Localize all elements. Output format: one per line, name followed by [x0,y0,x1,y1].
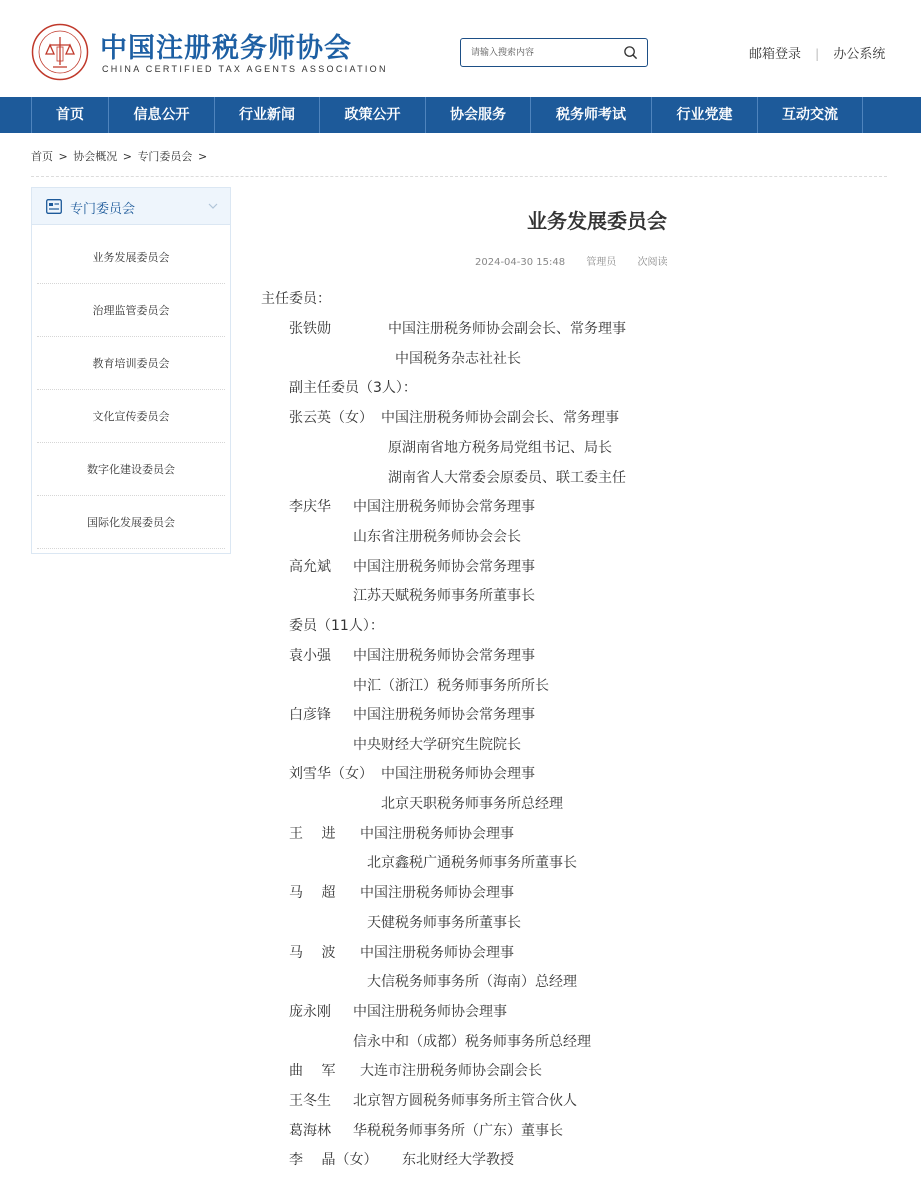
sidebar-item-international[interactable]: 国际化发展委员会 [37,496,225,549]
breadcrumb-separator: > [58,150,68,163]
member-title: 北京天职税务师事务所总经理 [381,796,563,812]
member-title: 天健税务师事务所董事长 [367,915,521,931]
breadcrumb-separator: > [122,150,132,163]
member-name: 刘雪华（女） [289,766,373,782]
search-icon[interactable] [623,45,638,60]
member-name: 葛海林 [289,1123,331,1139]
sidebar-title: 专门委员会 [70,202,136,217]
member-title: 中汇（浙江）税务师事务所所长 [353,678,549,694]
nav-item-exam[interactable]: 税务师考试 [531,97,652,133]
member-title: 中国注册税务师协会常务理事 [353,499,535,515]
section-heading: 副主任委员（3人）： [289,380,417,396]
sidebar [31,187,231,554]
sidebar-item-education[interactable]: 教育培训委员会 [37,337,225,390]
member-title: 中国注册税务师协会理事 [360,945,514,961]
member-title: 中国注册税务师协会常务理事 [353,648,535,664]
breadcrumb [31,148,209,164]
breadcrumb-divider [31,176,887,177]
sidebar-item-business-development[interactable]: 业务发展委员会 [37,231,225,284]
member-title: 北京智方圆税务师事务所主管合伙人 [353,1093,577,1109]
site-title[interactable]: 中国注册税务师协会 [100,33,352,64]
member-title: 中国注册税务师协会理事 [353,1004,507,1020]
nav-item-party-building[interactable]: 行业党建 [652,97,758,133]
article-views: 次阅读 [637,257,668,268]
top-links [749,43,885,62]
member-title: 中国注册税务师协会理事 [360,826,514,842]
member-title: 中国注册税务师协会常务理事 [353,707,535,723]
member-name: 王冬生 [289,1093,331,1109]
top-link-separator: | [815,47,820,61]
member-title: 原湖南省地方税务局党组书记、局长 [388,440,612,456]
member-title: 中国注册税务师协会常务理事 [353,559,535,575]
office-system-link[interactable]: 办公系统 [833,47,886,62]
breadcrumb-separator: > [197,150,208,163]
nav-item-interaction[interactable]: 互动交流 [758,97,863,133]
nav-item-services[interactable]: 协会服务 [426,97,531,133]
article-date: 2024-04-30 15:48 [475,257,566,268]
member-title: 大信税务师事务所（海南）总经理 [367,974,577,990]
member-name: 马 波 [289,945,336,961]
association-seal-logo[interactable] [31,23,89,81]
member-name: 张云英（女） [289,410,373,426]
member-title: 东北财经大学教授 [402,1152,514,1168]
article-meta [475,253,668,268]
sidebar-item-governance[interactable]: 治理监管委员会 [37,284,225,337]
member-title: 中国税务杂志社社长 [395,351,521,367]
member-title: 北京鑫税广通税务师事务所董事长 [367,855,577,871]
member-name: 袁小强 [289,648,331,664]
member-title: 中国注册税务师协会副会长、常务理事 [381,410,619,426]
member-name: 李庆华 [289,499,331,515]
member-title: 中国注册税务师协会副会长、常务理事 [388,321,626,337]
section-heading: 主任委员： [261,291,331,307]
sidebar-header[interactable] [32,188,230,225]
member-title: 中国注册税务师协会理事 [381,766,535,782]
member-title: 华税税务师事务所（广东）董事长 [353,1123,563,1139]
member-title: 湖南省人大常委会原委员、联工委主任 [388,470,626,486]
member-title: 大连市注册税务师协会副会长 [360,1063,542,1079]
breadcrumb-home[interactable]: 首页 [31,150,53,163]
member-name: 庞永刚 [289,1004,331,1020]
member-name: 曲 军 [289,1063,336,1079]
chevron-down-icon[interactable] [208,201,218,211]
member-name: 王 进 [289,826,336,842]
site-header [0,0,921,97]
list-icon [46,199,62,214]
member-title: 山东省注册税务师协会会长 [353,529,521,545]
member-name: 高允斌 [289,559,331,575]
section-heading: 委员（11人）： [289,618,384,634]
email-login-link[interactable]: 邮箱登录 [749,47,802,62]
main-nav [0,97,921,133]
nav-item-industry-news[interactable]: 行业新闻 [215,97,320,133]
search-box [460,38,648,67]
nav-item-home[interactable]: 首页 [31,97,109,133]
member-title: 中国注册税务师协会理事 [360,885,514,901]
member-title: 江苏天赋税务师事务所董事长 [353,588,535,604]
sidebar-item-digital[interactable]: 数字化建设委员会 [37,443,225,496]
nav-item-policy[interactable]: 政策公开 [320,97,426,133]
sidebar-list [37,231,225,549]
breadcrumb-committees[interactable]: 专门委员会 [137,150,193,163]
breadcrumb-about[interactable]: 协会概况 [73,150,118,163]
member-name: 张铁勋 [289,321,331,337]
nav-item-info-disclosure[interactable]: 信息公开 [109,97,215,133]
article-author: 管理员 [586,257,617,268]
article-title: 业务发展委员会 [527,209,667,233]
member-name: 李 晶（女） [289,1152,378,1168]
sidebar-item-culture[interactable]: 文化宣传委员会 [37,390,225,443]
member-title: 信永中和（成都）税务师事务所总经理 [353,1034,591,1050]
site-subtitle: CHINA CERTIFIED TAX AGENTS ASSOCIATION [102,64,388,74]
member-name: 白彦锋 [289,707,331,723]
member-title: 中央财经大学研究生院院长 [353,737,521,753]
member-name: 马 超 [289,885,336,901]
search-input[interactable] [471,45,616,61]
